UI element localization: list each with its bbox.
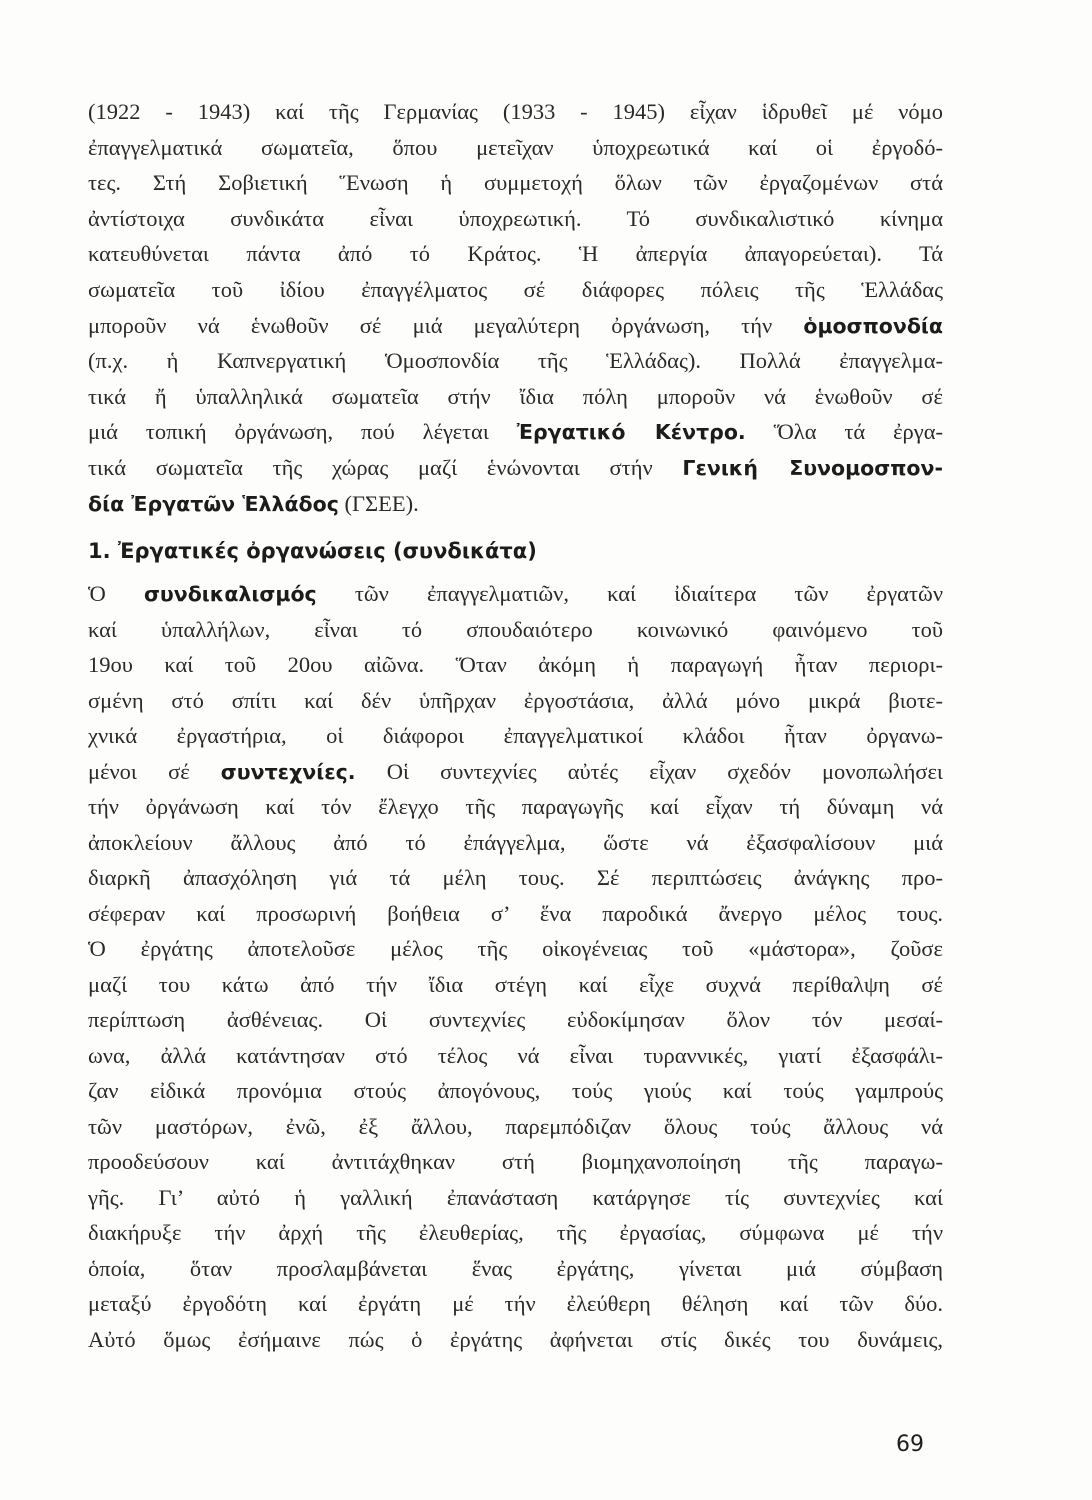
text-line — [88, 1180, 943, 1216]
text-run: σωματεῖα τοῦ ἰδίου ἐπαγγέλματος σέ διάφορες πόλεις τῆς Ἑλλάδας — [88, 276, 943, 302]
text-line — [88, 272, 943, 308]
text-line — [88, 379, 943, 415]
text-line — [88, 236, 943, 272]
text-run: Ὅλα τά ἐργα- — [745, 419, 943, 445]
text-run: (π.χ. ἡ Καπνεργατική Ὁμοσπονδία τῆς Ἑλλάδας). Πολλά ἐπαγγελμα- — [88, 348, 943, 374]
text-line — [88, 486, 943, 522]
text-run: ἐπαγγελματικά σωματεῖα, ὅπου μετεῖχαν ὑποχρεωτικά καί οἱ ἐργοδό- — [88, 134, 943, 160]
text-line — [88, 201, 943, 237]
text-line — [88, 308, 943, 344]
bold-term: συντεχνίες. — [220, 759, 356, 784]
text-run: τῶν ἐπαγγελματιῶν, καί ἰδιαίτερα τῶν ἐργατῶν — [316, 581, 943, 606]
text-run: καί ὑπαλλήλων, εἶναι τό σπουδαιότερο κοινωνικό φαινόμενο τοῦ — [88, 616, 943, 642]
text-line — [88, 343, 943, 379]
text-run: τες. Στή Σοβιετική Ἕνωση ἡ συμμετοχή ὅλων τῶν ἐργαζομένων στά — [88, 170, 943, 196]
text-line — [88, 1109, 943, 1145]
text-line — [88, 896, 943, 932]
text-line — [88, 450, 943, 486]
text-run: περίπτωση ἀσθένειας. Οἱ συντεχνίες εὐδοκίμησαν ὅλον τόν μεσαί- — [88, 1007, 943, 1032]
text-run: τικά ἤ ὑπαλληλικά σωματεῖα στήν ἴδια πόλη μποροῦν νά ἑνωθοῦν σέ — [88, 383, 943, 409]
text-run: (1922 - 1943) καί τῆς Γερμανίας (1933 - 1945) εἶχαν ἱδρυθεῖ μέ νόμο — [88, 99, 943, 124]
text-line — [88, 165, 943, 201]
text-line — [88, 1251, 943, 1287]
text-run: προοδεύσουν καί ἀντιτάχθηκαν στή βιομηχανοποίηση τῆς παραγω- — [88, 1149, 943, 1174]
text-run: χνικά ἐργαστήρια, οἱ διάφοροι ἐπαγγελματικοί κλάδοι ἦταν ὀργανω- — [88, 723, 943, 748]
text-line — [88, 931, 943, 967]
text-line — [88, 1144, 943, 1180]
text-run: ἀποκλείουν ἄλλους ἀπό τό ἐπάγγελμα, ὥστε νά ἐξασφαλίσουν μιά — [88, 829, 943, 855]
text-line — [88, 1322, 943, 1358]
text-line — [88, 612, 943, 648]
text-run: τήν ὀργάνωση καί τόν ἔλεγχο τῆς παραγωγῆς καί εἶχαν τή δύναμη νά — [88, 794, 943, 819]
text-run: Αὐτό ὅμως ἐσήμαινε πώς ὁ ἐργάτης ἀφήνεται στίς δικές του δυνάμεις, — [88, 1326, 943, 1352]
text-line — [88, 825, 943, 861]
text-line — [88, 1215, 943, 1251]
text-run: 19ου καί τοῦ 20ου αἰῶνα. Ὅταν ἀκόμη ἡ παραγωγή ἦταν περιορι- — [88, 652, 943, 677]
text-run: κατευθύνεται πάντα ἀπό τό Κράτος. Ἡ ἀπεργία ἀπαγορεύεται). Τά — [88, 241, 943, 267]
text-run: (ΓΣΕΕ). — [338, 490, 419, 516]
paragraph-2 — [88, 576, 943, 1357]
text-line — [88, 576, 943, 612]
text-run: διακήρυξε τήν ἀρχή τῆς ἐλευθερίας, τῆς ἐργασίας, σύμφωνα μέ τήν — [88, 1220, 943, 1245]
text-line — [88, 130, 943, 166]
page-number: 69 — [896, 1432, 924, 1457]
text-run: ζαν εἰδικά προνόμια στούς ἀπογόνους, τούς γιούς καί τούς γαμπρούς — [88, 1078, 943, 1103]
text-run: μένοι σέ — [88, 758, 221, 784]
text-line — [88, 754, 943, 790]
text-line — [88, 1073, 943, 1109]
bold-term: δία Ἐργατῶν Ἑλλάδος — [88, 491, 339, 516]
text-line — [88, 718, 943, 754]
bold-term: Γενική Συνομοσπον- — [682, 455, 943, 480]
text-line — [88, 967, 943, 1003]
bold-term: ὁμοσπονδία — [803, 313, 943, 338]
text-line — [88, 683, 943, 719]
text-line — [88, 860, 943, 896]
text-line — [88, 647, 943, 683]
text-run: Οἱ συντεχνίες αὐτές εἶχαν σχεδόν μονοπωλήσει — [355, 758, 943, 784]
text-run: μποροῦν νά ἑνωθοῦν σέ μιά μεγαλύτερη ὀργάνωση, τήν — [88, 312, 804, 338]
section-heading: 1. Ἐργατικές ὀργανώσεις (συνδικάτα) — [88, 539, 537, 563]
text-line — [88, 1002, 943, 1038]
text-line — [88, 414, 943, 450]
text-run: ὁποία, ὅταν προσλαμβάνεται ἕνας ἐργάτης, γίνεται μιά σύμβαση — [88, 1255, 943, 1281]
text-run: σμένη στό σπίτι καί δέν ὑπῆρχαν ἐργοστάσια, ἀλλά μόνο μικρά βιοτε- — [88, 687, 943, 713]
paragraph-1 — [88, 94, 943, 521]
text-run: σέφεραν καί προσωρινή βοήθεια σ’ ἕνα παροδικά ἄνεργο μέλος τους. — [88, 900, 943, 926]
text-run: μαζί του κάτω ἀπό τήν ἴδια στέγη καί εἶχε συχνά περίθαλψη σέ — [88, 971, 943, 997]
text-run: διαρκῆ ἀπασχόληση γιά τά μέλη τους. Σέ περιπτώσεις ἀνάγκης προ- — [88, 865, 943, 890]
text-run: τῶν μαστόρων, ἐνῶ, ἐξ ἄλλου, παρεμπόδιζαν ὅλους τούς ἄλλους νά — [88, 1113, 943, 1139]
text-run: μεταξύ ἐργοδότη καί ἐργάτη μέ τήν ἐλεύθερη θέληση καί τῶν δύο. — [88, 1291, 943, 1316]
text-line — [88, 94, 943, 130]
text-line — [88, 1286, 943, 1322]
text-run: μιά τοπική ὀργάνωση, πού λέγεται — [88, 419, 517, 445]
text-line — [88, 789, 943, 825]
bold-term: συνδικαλισμός — [143, 582, 317, 606]
text-run: ἀντίστοιχα συνδικάτα εἶναι ὑποχρεωτική. Τό συνδικαλιστικό κίνημα — [88, 205, 943, 231]
text-run: τικά σωματεῖα τῆς χώρας μαζί ἑνώνονται στήν — [88, 454, 683, 480]
text-run: Ὁ — [88, 581, 144, 606]
text-run: ωνα, ἀλλά κατάντησαν στό τέλος νά εἶναι τυραννικές, γιατί ἐξασφάλι- — [88, 1042, 943, 1068]
text-run: Ὁ ἐργάτης ἀποτελοῦσε μέλος τῆς οἰκογένειας τοῦ «μάστορα», ζοῦσε — [88, 936, 943, 961]
bold-term: Ἐργατικό Κέντρο. — [516, 420, 746, 445]
text-run: γῆς. Γι’ αὐτό ἡ γαλλική ἐπανάσταση κατάργησε τίς συντεχνίες καί — [88, 1184, 943, 1210]
text-line — [88, 1038, 943, 1074]
